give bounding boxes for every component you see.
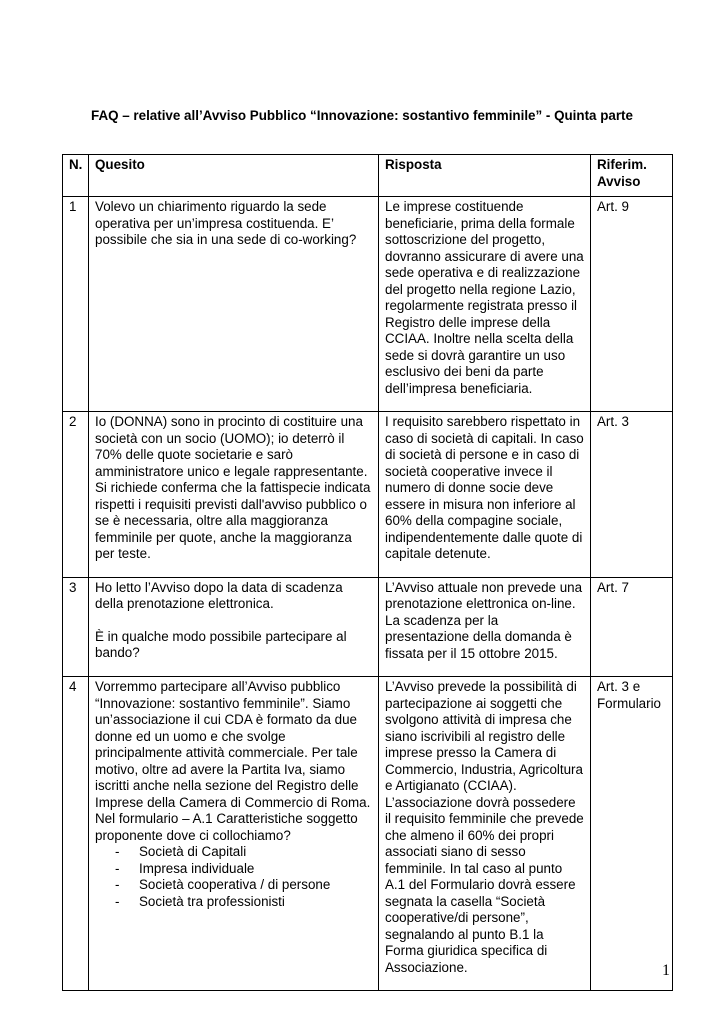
row-risposta: Le imprese costituende beneficiarie, prima della formale sottoscrizione del progetto, dovranno assicurare di avere una sede operativa e di realizzazione del progetto nella regione Lazio, regolarmente registrata presso il Registro delle imprese della CCIAA. Inoltre nella scelta della sede si dovrà garantire un uso esclusivo dei beni da parte dell’impresa beneficiaria. (379, 197, 591, 412)
dash-bullet-icon: - (115, 893, 120, 909)
dash-bullet-icon: - (115, 844, 120, 859)
table-row (63, 577, 673, 677)
option-label: Società di Capitali (139, 844, 247, 859)
row-risposta: L’Avviso attuale non prevede una prenotazione elettronica on-line. La scadenza per la presentazione della domanda è fissata per il 15 ottobre 2015. (379, 577, 591, 677)
header-risposta: Risposta (379, 155, 591, 197)
quesito-text-2: È in qualche modo possibile partecipare al bando? (95, 628, 347, 660)
quesito-text: Io (DONNA) sono in procinto di costituire una società con un socio (UOMO); io deterrò il 70% delle quote societarie e sarò amministratore unico e legale rappresentante. Si richiede conferma che la fattispecie indicata rispetti i requisiti previsti dall'avviso pubblico o se è necessaria, oltre alla maggioranza femminile per quote, anche la maggioranza per teste. (95, 414, 371, 561)
row-number: 2 (63, 412, 89, 578)
row-quesito (89, 577, 379, 677)
row-number: 3 (63, 577, 89, 677)
page-number: 1 (662, 962, 670, 979)
faq-table (62, 154, 673, 991)
list-item (115, 877, 372, 894)
table-row (63, 197, 673, 412)
row-riferimento: Art. 9 (591, 197, 673, 412)
header-quesito: Quesito (89, 155, 379, 197)
option-label: Società cooperativa / di persone (139, 877, 331, 892)
row-riferimento: Art. 7 (591, 577, 673, 677)
table-header-row (63, 155, 673, 197)
document-title: FAQ – relative all’Avviso Pubblico “Innovazione: sostantivo femminile” - Quinta parte (91, 108, 633, 123)
quesito-text: Volevo un chiarimento riguardo la sede operativa per un’impresa costituenda. E’ possibile che sia in una sede di co-working? (95, 199, 357, 247)
row-riferimento: Art. 3 e Formulario (591, 677, 673, 991)
dash-bullet-icon: - (115, 860, 120, 876)
option-label: Società tra professionisti (139, 893, 285, 909)
header-riferimento: Riferim. Avviso (591, 155, 673, 197)
options-list (95, 844, 372, 910)
quesito-text: Ho letto l’Avviso dopo la data di scadenza della prenotazione elettronica. (95, 579, 343, 611)
row-risposta: I requisito sarebbero rispettato in caso di società di capitali. In caso di società di persone e in caso di società cooperative invece il numero di donne socie deve essere in misura non inferiore al 60% della compagine sociale, indipendentemente dalle quote di capitale detenute. (379, 412, 591, 578)
dash-bullet-icon: - (115, 877, 120, 892)
row-quesito (89, 197, 379, 412)
list-item (115, 861, 372, 878)
row-riferimento: Art. 3 (591, 412, 673, 578)
row-risposta: L’Avviso prevede la possibilità di partecipazione ai soggetti che svolgono attività di impresa che siano iscrivibili al registro delle imprese presso la Camera di Commercio, Industria, Agricoltura e Artigianato (CCIAA). L’associazione dovrà possedere il requisito femminile che prevede che almeno il 60% dei propri associati siano di sesso femminile. In tal caso al punto A.1 del Formulario dovrà essere segnata la casella “Società cooperative/di persone”, segnalando al punto B.1 la Forma giuridica specifica di Associazione. (379, 677, 591, 991)
table-row (63, 677, 673, 991)
header-number: N. (63, 155, 89, 197)
row-quesito (89, 677, 379, 991)
table-row (63, 412, 673, 578)
row-number: 1 (63, 197, 89, 412)
option-label: Impresa individuale (139, 860, 255, 876)
row-quesito (89, 412, 379, 578)
list-item (115, 894, 372, 911)
list-item (115, 844, 372, 861)
row-number: 4 (63, 677, 89, 991)
quesito-text: Vorremmo partecipare all’Avviso pubblico “Innovazione: sostantivo femminile”. Siamo un’associazione il cui CDA è formato da due donne ed un uomo e che svolge principalmente attività commerciale. Per tale motivo, oltre ad avere la Partita Iva, siamo iscritti anche nella sezione del Registro delle Imprese della Camera di Commercio di Roma. Nel formulario – A.1 Caratteristiche soggetto proponente dove ci collochiamo? (95, 679, 371, 843)
